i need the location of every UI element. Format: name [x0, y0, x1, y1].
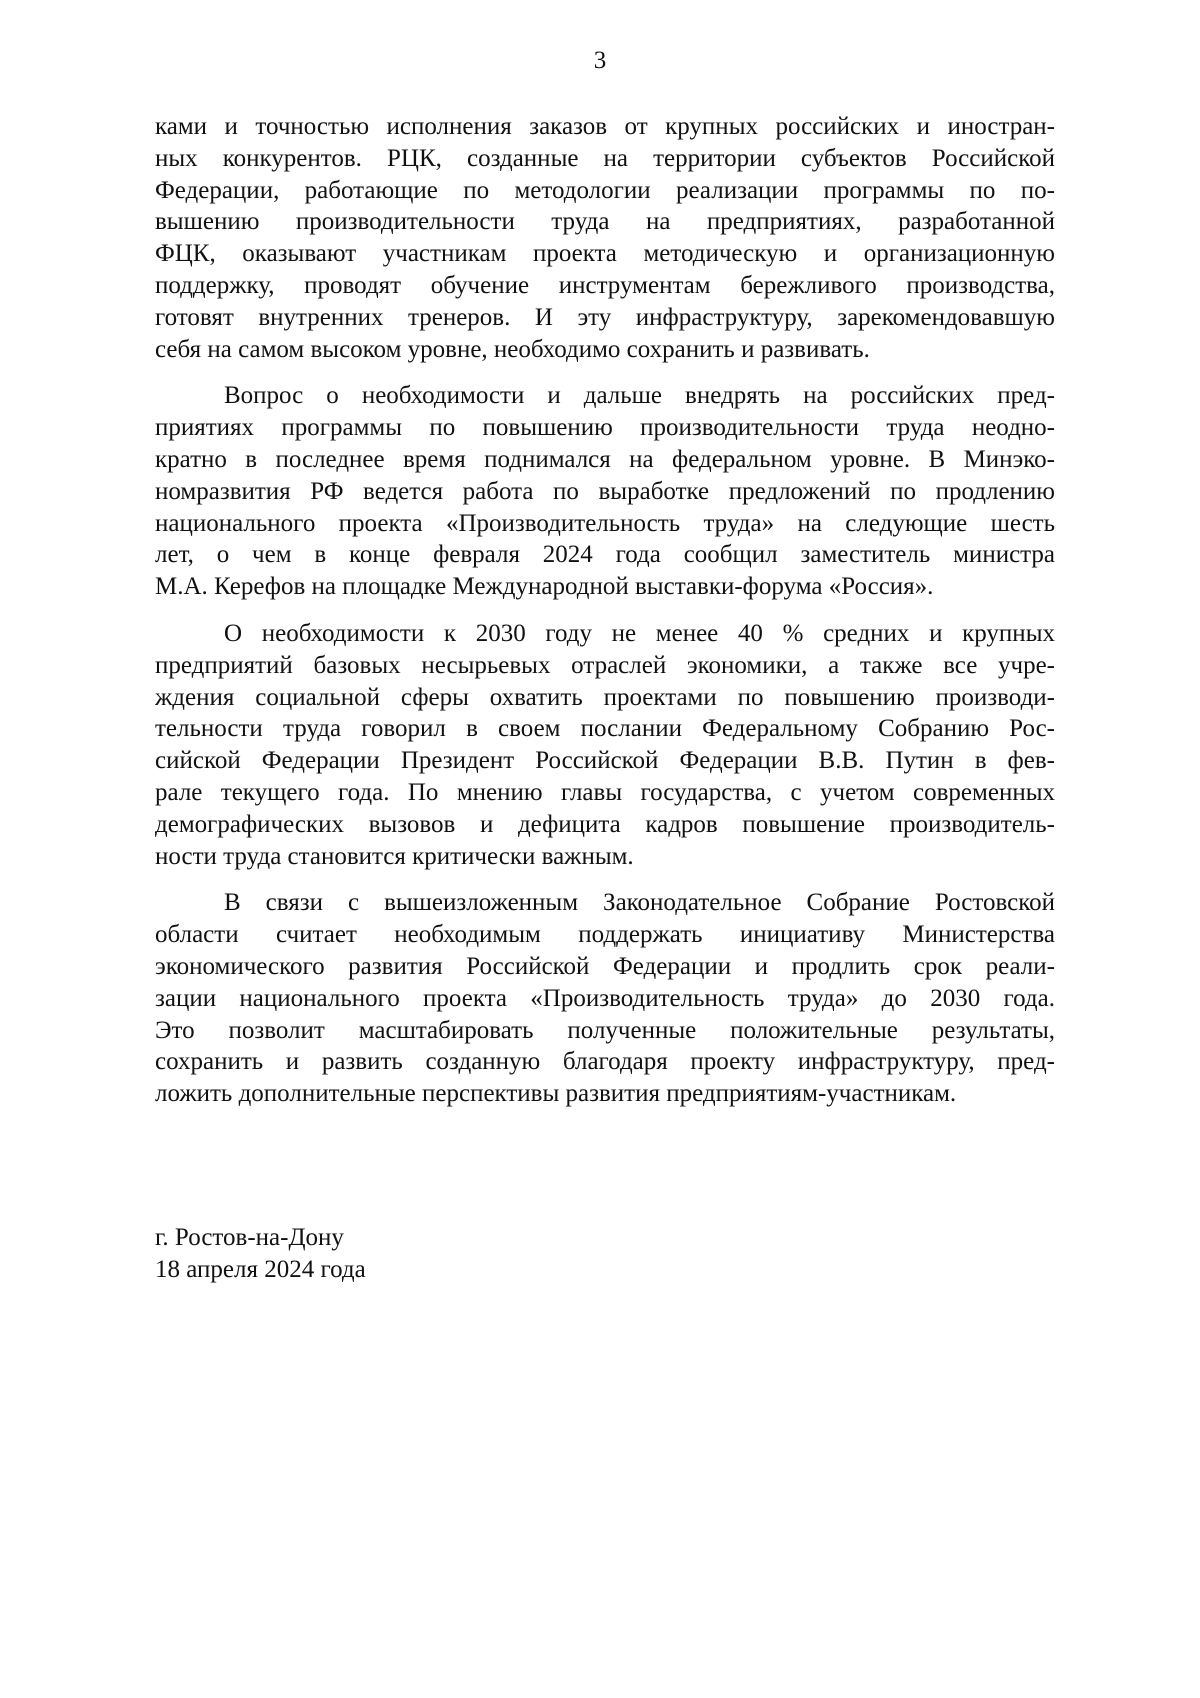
paragraph-3	[155, 618, 1055, 872]
text-line: приятиях программы по повышению производительности труда неодно-	[155, 414, 1055, 442]
text-line: области считает необходимым поддержать инициативу Министерства	[155, 921, 1055, 949]
text-line: демографических вызовов и дефицита кадров повышение производитель-	[155, 810, 1055, 838]
text-line: вышению производительности труда на предприятиях, разработанной	[155, 208, 1055, 236]
text-line: экономического развития Российской Федерации и продлить срок реали-	[155, 952, 1055, 980]
text-line: Вопрос о необходимости и дальше внедрять на российских пред-	[224, 382, 1055, 410]
paragraph-4	[155, 887, 1055, 1110]
text-line: О необходимости к 2030 году не менее 40 % средних и крупных	[224, 619, 1055, 647]
text-line: Это позволит масштабировать полученные положительные результаты,	[155, 1016, 1055, 1044]
body-text	[155, 111, 1055, 1125]
text-line: кратно в последнее время поднимался на федеральном уровне. В Минэко-	[155, 445, 1055, 473]
text-line: номразвития РФ ведется работа по выработке предложений по продлению	[155, 477, 1055, 505]
text-line: ности труда становится критически важным.	[155, 842, 634, 870]
text-line: ждения социальной сферы охватить проектами по повышению производи-	[155, 683, 1055, 711]
signoff-date: 18 апреля 2024 года	[155, 1255, 366, 1283]
paragraph-2	[155, 380, 1055, 603]
paragraph-1	[155, 111, 1055, 365]
text-line: М.А. Керефов на площадке Международной выставки-форума «Россия».	[155, 573, 934, 601]
text-line: национального проекта «Производительность труда» на следующие шесть	[155, 509, 1055, 537]
text-line: ложить дополнительные перспективы развития предприятиям-участникам.	[155, 1080, 957, 1108]
text-line: зации национального проекта «Производительность труда» до 2030 года.	[155, 984, 1055, 1012]
text-line: В связи с вышеизложенным Законодательное Собрание Ростовской	[224, 889, 1055, 917]
text-line: предприятий базовых несырьевых отраслей экономики, а также все учре-	[155, 651, 1055, 679]
text-line: лет, о чем в конце февраля 2024 года сообщил заместитель министра	[155, 541, 1055, 569]
text-line: рале текущего года. По мнению главы государства, с учетом современных	[155, 778, 1055, 806]
signoff-place: г. Ростов-на-Дону	[155, 1224, 344, 1251]
text-line: ками и точностью исполнения заказов от крупных российских и иностран-	[155, 113, 1055, 140]
text-line: сохранить и развить созданную благодаря проекту инфраструктуру, пред-	[155, 1048, 1055, 1076]
text-line: Федерации, работающие по методологии реализации программы по по-	[155, 176, 1055, 204]
signoff	[155, 1222, 366, 1286]
text-line: поддержку, проводят обучение инструментам бережливого производства,	[155, 271, 1055, 299]
text-line: сийской Федерации Президент Российской Федерации В.В. Путин в фев-	[155, 747, 1055, 775]
text-line: ных конкурентов. РЦК, созданные на территории субъектов Российской	[155, 144, 1055, 172]
text-line: ФЦК, оказывают участникам проекта методическую и организационную	[155, 240, 1055, 268]
text-line: готовят внутренних тренеров. И эту инфраструктуру, зарекомендовавшую	[155, 303, 1055, 331]
text-line: тельности труда говорил в своем послании Федеральному Собранию Рос-	[155, 715, 1055, 743]
text-line: себя на самом высоком уровне, необходимо сохранить и развивать.	[155, 335, 870, 363]
page-number: 3	[593, 47, 607, 74]
